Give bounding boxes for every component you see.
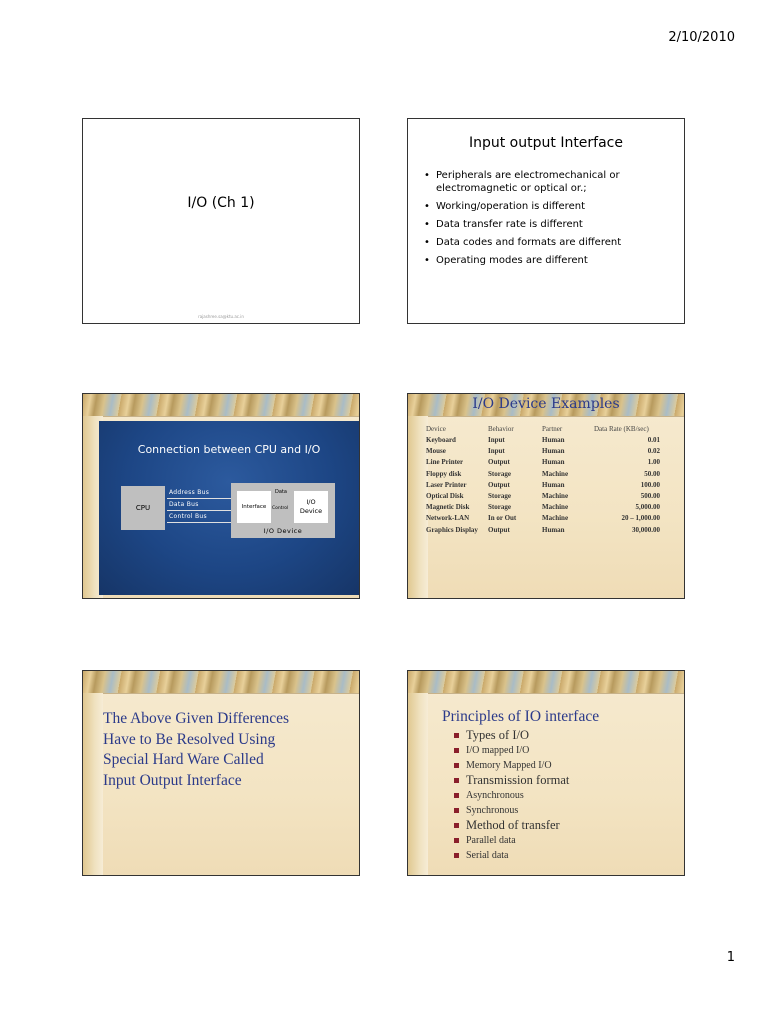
bullet-list (454, 728, 569, 863)
sub-bullet-item: Parallel data (454, 833, 569, 848)
address-bus-label: Address Bus (169, 489, 210, 496)
decorative-banner (83, 394, 359, 417)
control-bus-line (167, 522, 231, 523)
bullet-item: Transmission format (454, 773, 569, 788)
table-row (424, 502, 662, 513)
slide-4 (407, 393, 685, 599)
bullet-item: • Peripherals are electromechanical or electromagnetic or optical or.; (424, 169, 674, 195)
sub-bullet-item: I/O mapped I/O (454, 743, 569, 758)
table-row (424, 457, 662, 468)
interface-box: Interface (237, 491, 271, 523)
page-number: 1 (726, 950, 735, 965)
table-row (424, 525, 662, 536)
table-row (424, 491, 662, 502)
slide-3 (82, 393, 360, 599)
decorative-side-strip (408, 693, 428, 875)
control-bus-label: Control Bus (169, 513, 207, 520)
bullet-item: • Data transfer rate is different (424, 218, 674, 231)
data-bus-line (167, 510, 231, 511)
table-cell: 0.02 (647, 447, 660, 456)
bullet-item: • Data codes and formats are different (424, 236, 674, 249)
table-row (424, 513, 662, 524)
table-cell: Machine (542, 503, 569, 512)
table-cell: 100.00 (640, 480, 660, 489)
table-cell: Output (488, 525, 510, 534)
table-cell: Storage (488, 503, 511, 512)
table-cell: 30,000.00 (632, 525, 660, 534)
diagram-panel (99, 421, 359, 595)
table-cell: Mouse (426, 447, 446, 456)
table-cell: Output (488, 458, 510, 467)
slide-title: Principles of IO interface (442, 708, 600, 725)
table-cell: Laser Printer (426, 480, 467, 489)
table-cell: Keyboard (426, 436, 456, 444)
table-cell: Storage (488, 492, 511, 501)
table-row (424, 480, 662, 491)
table-cell: Graphics Display (426, 525, 478, 534)
table-cell: 500.00 (640, 492, 660, 501)
table-cell: In or Out (488, 514, 517, 523)
sub-bullet-item: Serial data (454, 848, 569, 863)
table-cell: Input (488, 436, 505, 444)
slide-body-text: The Above Given Differences Have to Be Resolved Using Special Hard Ware Called Input Output Interface (103, 710, 290, 789)
page-date: 2/10/2010 (668, 30, 735, 45)
slide-footer: rajashree.sa@ktu.ac.in (198, 314, 244, 319)
cpu-box: CPU (121, 486, 165, 530)
table-cell: Input (488, 447, 505, 456)
table-cell: Machine (542, 492, 569, 501)
table-cell: 5,000.00 (635, 503, 660, 512)
slide-2 (407, 118, 685, 324)
table-cell: Storage (488, 469, 511, 478)
bullet-item: • Operating modes are different (424, 254, 674, 267)
sub-bullet-item: Synchronous (454, 803, 569, 818)
column-header: Device (426, 425, 446, 433)
table-cell: Human (542, 525, 565, 534)
column-header: Data Rate (KB/sec) (594, 425, 649, 433)
table-cell: Human (542, 436, 565, 444)
table-cell: Human (542, 458, 565, 467)
table-cell: Optical Disk (426, 492, 464, 501)
decorative-banner (83, 671, 359, 694)
table-row (424, 469, 662, 480)
table-cell: Human (542, 480, 565, 489)
slide-5 (82, 670, 360, 876)
column-header: Partner (542, 425, 563, 433)
bullet-list (424, 169, 674, 272)
slide-title: Connection between CPU and I/O (137, 443, 321, 456)
table-cell: Human (542, 447, 565, 456)
table-row (424, 435, 662, 446)
table-header-row (424, 424, 662, 435)
table-row (424, 446, 662, 457)
table-cell: Network-LAN (426, 514, 470, 523)
io-device-label: I/O Device (263, 527, 303, 535)
decorative-banner (408, 671, 684, 694)
bullet-item: • Working/operation is different (424, 200, 674, 213)
device-box: I/O Device (294, 491, 328, 523)
table-cell: Floppy disk (426, 469, 462, 478)
table-cell: Output (488, 480, 510, 489)
sub-bullet-item: Memory Mapped I/O (454, 758, 569, 773)
table-cell: Machine (542, 469, 569, 478)
table-cell: 20 – 1,000.00 (621, 514, 660, 523)
table-cell: 1.00 (647, 458, 660, 467)
data-label: Data (275, 489, 287, 495)
table-cell: 0.01 (647, 436, 660, 444)
bullet-item: Types of I/O (454, 728, 569, 743)
table-cell: Magnetic Disk (426, 503, 470, 512)
data-bus-label: Data Bus (169, 501, 199, 508)
table-cell: Machine (542, 514, 569, 523)
control-label: Control (272, 506, 289, 511)
slide-title: Input output Interface (468, 135, 623, 151)
slide-title: I/O (Ch 1) (187, 195, 255, 211)
device-table (424, 424, 662, 536)
table-cell: Line Printer (426, 458, 464, 467)
column-header: Behavior (488, 425, 514, 433)
table-cell: 50.00 (644, 469, 660, 478)
slide-6 (407, 670, 685, 876)
decorative-side-strip (83, 693, 103, 875)
sub-bullet-item: Asynchronous (454, 788, 569, 803)
slide-title: I/O Device Examples (472, 396, 620, 412)
slide-1 (82, 118, 360, 324)
io-device-box (231, 483, 335, 538)
address-bus-line (167, 498, 231, 499)
bullet-item: Method of transfer (454, 818, 569, 833)
